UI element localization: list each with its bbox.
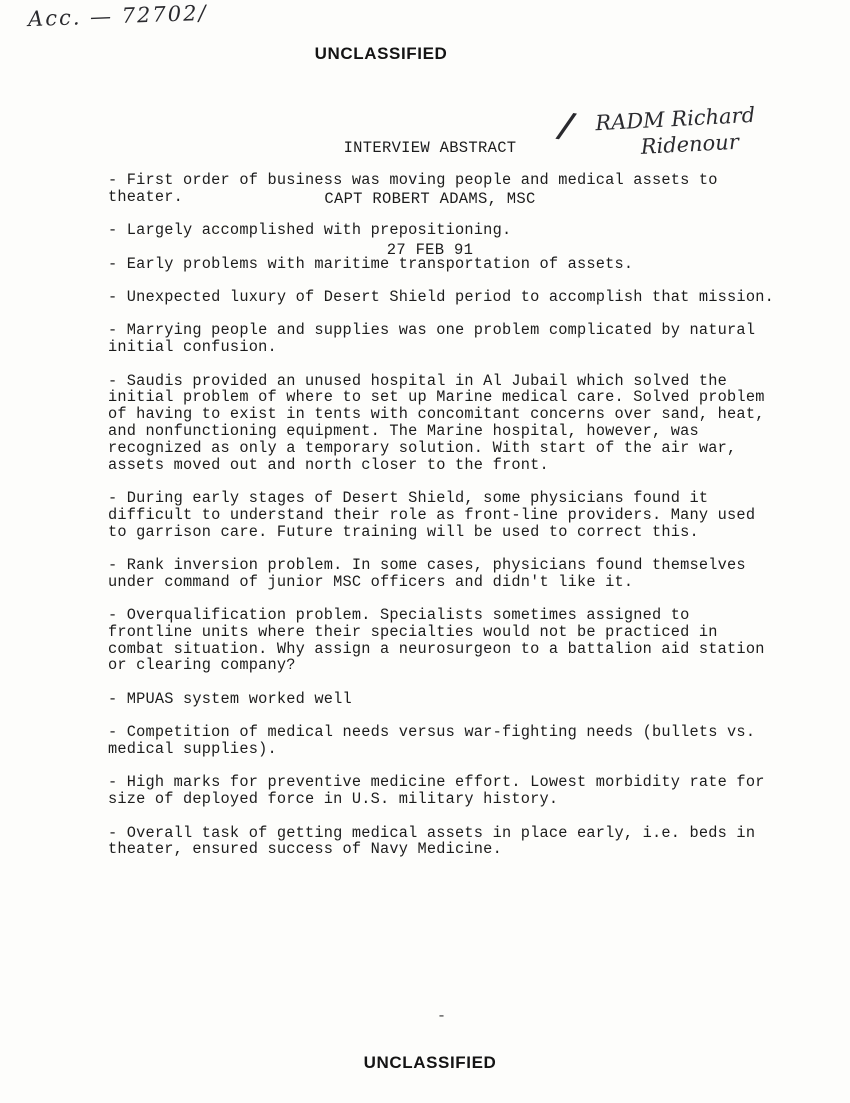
handwritten-name-line1: RADM Richard bbox=[594, 102, 756, 136]
paragraph: - Overall task of getting medical assets in place early, i.e. beds in theater, ensured success of Navy Medicine. bbox=[108, 823, 756, 859]
handwritten-name-line2: Ridenour bbox=[640, 129, 740, 159]
handwritten-accession-number: Acc. — 72702/ bbox=[27, 0, 208, 32]
classification-banner-top: UNCLASSIFIED bbox=[314, 44, 448, 63]
paragraph: - Overqualification problem. Specialists sometimes assigned to frontline units where their specialties would not be practiced in combat situation. Why assign a neurosurgeon to a battalion aid station or clearing company? bbox=[108, 606, 765, 675]
paragraph: - First order of business was moving people and medical assets to theater. bbox=[108, 171, 718, 206]
classification-banner-bottom: UNCLASSIFIED bbox=[363, 1053, 497, 1072]
stray-scan-mark: - bbox=[437, 1008, 447, 1025]
abstract-body bbox=[108, 172, 776, 875]
interview-date: 27 FEB 91 bbox=[386, 241, 474, 259]
paragraph: - Largely accomplished with prepositioning. bbox=[108, 221, 512, 240]
handwritten-slash-mark: / bbox=[557, 105, 576, 147]
paragraph: - Marrying people and supplies was one problem complicated by natural initial confusion. bbox=[108, 321, 756, 357]
paragraph: - Saudis provided an unused hospital in Al Jubail which solved the initial problem of where to set up Marine medical care. Solved problem of having to exist in tents with concomitant concerns over sand, heat, and nonfunctioning equipment. The Marine hospital, however, was recognized as only a temporary solution. With start of the air war, assets moved out and north closer to the front. bbox=[108, 371, 765, 474]
paragraph: - MPUAS system worked well bbox=[108, 689, 352, 708]
paragraph: - During early stages of Desert Shield, some physicians found it difficult to understand their role as front-line providers. Many used to garrison care. Future training will be used to correct this. bbox=[108, 488, 756, 541]
document-title: INTERVIEW ABSTRACT bbox=[343, 139, 517, 157]
paragraph: - Early problems with maritime transportation of assets. bbox=[108, 254, 634, 273]
handwritten-signature bbox=[595, 102, 757, 162]
paragraph: - High marks for preventive medicine effort. Lowest morbidity rate for size of deployed force in U.S. military history. bbox=[108, 773, 765, 809]
paragraph: - Unexpected luxury of Desert Shield period to accomplish that mission. bbox=[108, 287, 774, 306]
interviewee-name: CAPT ROBERT ADAMS, MSC bbox=[324, 190, 536, 208]
paragraph: - Rank inversion problem. In some cases, physicians found themselves under command of junior MSC officers and didn't like it. bbox=[108, 555, 746, 591]
paragraph: - Competition of medical needs versus war-fighting needs (bullets vs. medical supplies). bbox=[108, 723, 756, 759]
